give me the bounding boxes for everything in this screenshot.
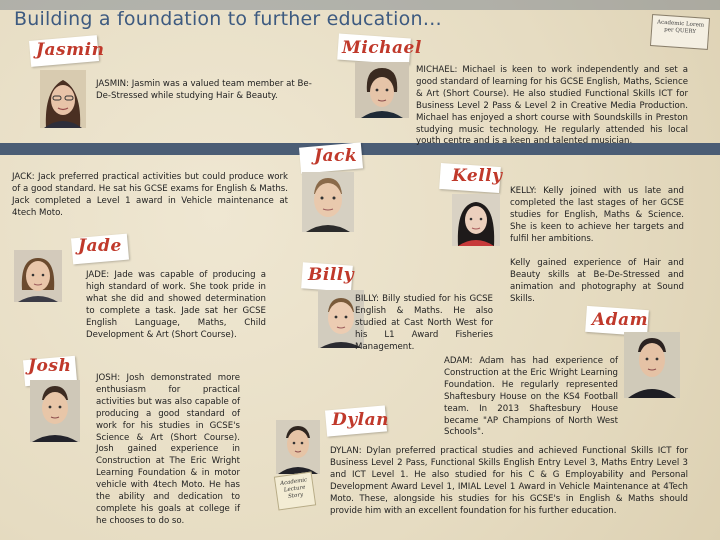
michael-photo	[355, 62, 409, 118]
jack-name: Jack	[314, 146, 358, 166]
dylan-text: DYLAN: Dylan preferred practical studies and achieved Functional Skills ICT for Business Level 2 Pass, Functional Skills English Entry Level 3, Maths Entry Level 3 and ICT Level 1. He also studied for his C & G Employability and Personal Development Award Level 1, IMIAL Level 1 Award in Vehicle Maintenance at 4Tech Moto. These, alongside his studies for his GCSE's in English & Maths should provide him with an excellent foundation for his further education.	[330, 446, 688, 516]
michael-name: Michael	[342, 38, 422, 58]
stamp-text: Academic Lorem per QUERY	[656, 19, 705, 36]
billy-name: Billy	[308, 265, 355, 285]
kelly-text-2: Kelly gained experience of Hair and Beauty skills at Be-De-Stressed and animation and photography at Sound Skills.	[510, 258, 684, 304]
jack-photo	[302, 172, 354, 232]
billy-text: BILLY: Billy studied for his GCSE English & Maths. He also studied at Cast North West for his L1 Award Fisheries Management.	[355, 294, 493, 352]
dylan-photo	[276, 420, 320, 474]
kelly-text: KELLY: Kelly joined with us late and completed the last stages of her GCSE studies for English, Maths & Science. She is keen to achieve her targets and fulfil her ambitions.	[510, 186, 684, 244]
sticky-note-text: Academic Lecture Story	[279, 477, 308, 500]
jasmin-photo	[40, 70, 86, 128]
adam-photo	[624, 332, 680, 398]
adam-name: Adam	[592, 310, 649, 330]
josh-text: JOSH: Josh demonstrated more enthusiasm for practical activities but was also capable of producing a good standard of work for his studies in GCSE's Science & Art (Short Course). Josh gained experience in Construction at The Eric Wright Learning Foundation & in motor vehicle with 4tech Moto. He has the ability and dedication to complete his goals at college if he chooses to do so.	[96, 373, 240, 526]
jade-text: JADE: Jade was capable of producing a high standard of work. She took pride in what she did and showed determination to complete a task. Jade sat her GCSE English Language, Maths, Child Development & Art (Short Course).	[86, 270, 266, 340]
academic-stamp	[650, 14, 710, 50]
dylan-name: Dylan	[332, 410, 389, 430]
kelly-name: Kelly	[452, 166, 503, 186]
sticky-note	[274, 472, 316, 511]
jade-name: Jade	[78, 236, 122, 256]
jasmin-name: Jasmin	[36, 40, 105, 60]
josh-photo	[30, 380, 80, 442]
josh-name: Josh	[28, 356, 72, 376]
page-title: Building a foundation to further education…	[14, 8, 442, 30]
jade-photo	[14, 250, 62, 302]
jasmin-text: JASMIN: Jasmin was a valued team member at Be-De-Stressed while studying Hair & Beauty.	[96, 79, 312, 101]
michael-text: MICHAEL: Michael is keen to work independently and set a good standard of learning for his GCSE English, Maths, Science & Art (Short Course). He also studied Functional Skills ICT for Business Level 2 Pass & Level 2 in Creative Media Production. Michael has enjoyed a short course with Soundskills in Preston studying music technology. He regularly attended his local youth centre and is a keen and talented musician.	[416, 65, 688, 147]
jack-text: JACK: Jack preferred practical activities but could produce work of a good standard. He sat his GCSE exams for English & Maths. Jack completed a Level 1 award in Vehicle maintenance at 4tech Moto.	[12, 172, 288, 218]
adam-text: ADAM: Adam has had experience of Construction at the Eric Wright Learning Foundation. He regularly represented Shaftesbury House on the KS4 Football team. In 2013 Shaftesbury House became "AP Champions of North West Schools".	[444, 356, 618, 438]
kelly-photo	[452, 194, 500, 246]
